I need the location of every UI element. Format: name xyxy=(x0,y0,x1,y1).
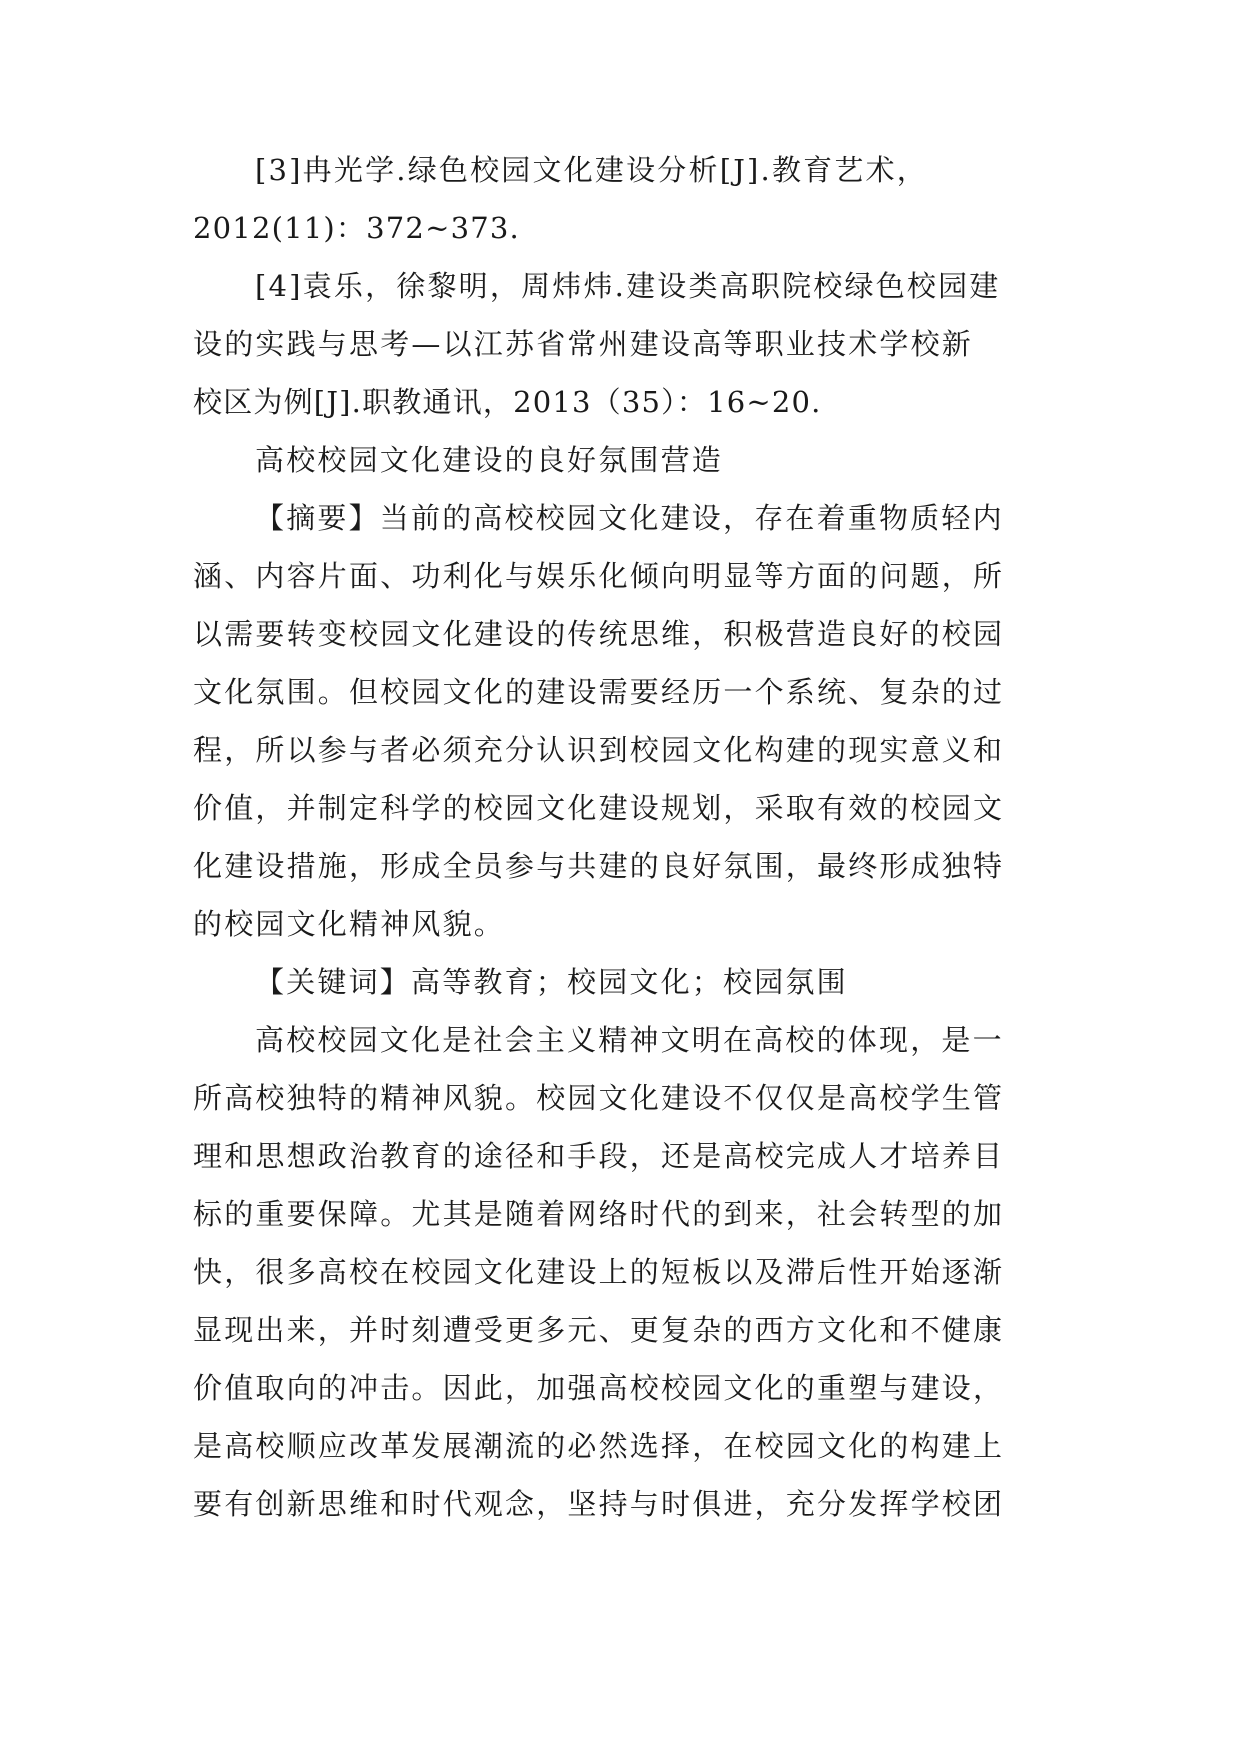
body-line-3: 理和思想政治教育的途径和手段，还是高校完成人才培养目 xyxy=(193,1139,1005,1173)
body-line-1: 高校校园文化是社会主义精神文明在高校的体现，是一 xyxy=(255,1023,1004,1057)
abstract-line-6: 价值，并制定科学的校园文化建设规划，采取有效的校园文 xyxy=(193,791,1005,825)
abstract-line-7: 化建设措施，形成全员参与共建的良好氛围，最终形成独特 xyxy=(193,849,1005,883)
reference-4-line-3: 校区为例[J].职教通讯，2013（35）：16~20. xyxy=(193,385,822,419)
abstract-line-1: 【摘要】当前的高校校园文化建设，存在着重物质轻内 xyxy=(255,501,1004,535)
body-line-5: 快，很多高校在校园文化建设上的短板以及滞后性开始逐渐 xyxy=(193,1255,1005,1289)
abstract-line-2: 涵、内容片面、功利化与娱乐化倾向明显等方面的问题，所 xyxy=(193,559,1005,593)
reference-4-line-2: 设的实践与思考—以江苏省常州建设高等职业技术学校新 xyxy=(193,327,974,361)
keywords-line: 【关键词】高等教育；校园文化；校园氛围 xyxy=(255,965,848,999)
reference-3-line-2: 2012(11)：372~373. xyxy=(193,211,520,245)
abstract-line-4: 文化氛围。但校园文化的建设需要经历一个系统、复杂的过 xyxy=(193,675,1005,709)
reference-3-line-1: [3]冉光学.绿色校园文化建设分析[J].教育艺术， xyxy=(255,153,928,187)
abstract-line-8: 的校园文化精神风貌。 xyxy=(193,907,506,941)
abstract-line-3: 以需要转变校园文化建设的传统思维，积极营造良好的校园 xyxy=(193,617,1005,651)
body-line-8: 是高校顺应改革发展潮流的必然选择，在校园文化的构建上 xyxy=(193,1429,1005,1463)
article-title: 高校校园文化建设的良好氛围营造 xyxy=(255,443,724,477)
reference-4-line-1: [4]袁乐，徐黎明，周炜炜.建设类高职院校绿色校园建 xyxy=(255,269,1001,303)
body-line-4: 标的重要保障。尤其是随着网络时代的到来，社会转型的加 xyxy=(193,1197,1005,1231)
body-line-6: 显现出来，并时刻遭受更多元、更复杂的西方文化和不健康 xyxy=(193,1313,1005,1347)
body-line-7: 价值取向的冲击。因此，加强高校校园文化的重塑与建设， xyxy=(193,1371,1005,1405)
body-line-9: 要有创新思维和时代观念，坚持与时俱进，充分发挥学校团 xyxy=(193,1487,1005,1521)
abstract-line-5: 程，所以参与者必须充分认识到校园文化构建的现实意义和 xyxy=(193,733,1005,767)
body-line-2: 所高校独特的精神风貌。校园文化建设不仅仅是高校学生管 xyxy=(193,1081,1005,1115)
